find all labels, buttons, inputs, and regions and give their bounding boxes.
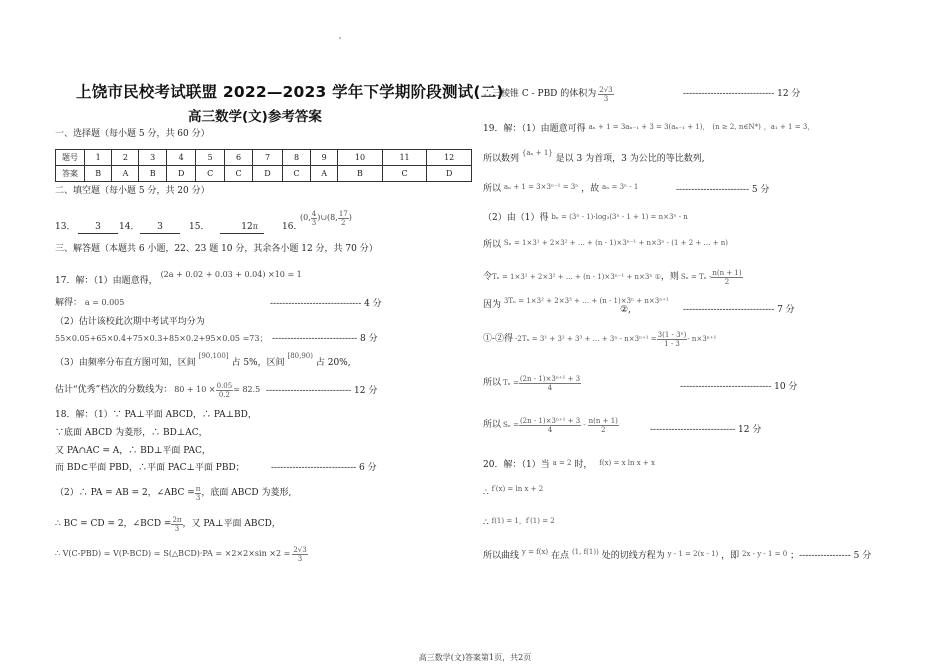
q20-text: ∴ (483, 518, 489, 528)
q17-result: a = 0.005 (84, 298, 125, 307)
q17-text: 估计“优秀”档次的分数线为： (55, 384, 173, 395)
q17-line-3: （2）估计该校此次期中考试平均分为 (55, 317, 205, 327)
q20-text: ∴ (483, 488, 489, 498)
q19-formula: Tₙ = 1×3¹ + 2×3² + … + (n - 1)×3ⁿ⁻¹ + n×3ⁿ ① (492, 272, 661, 281)
interval-open: (0, (300, 213, 311, 222)
score-marker: ；----------------- 5 分 (790, 551, 872, 561)
q20-formula: (1, f(1)) (571, 548, 599, 556)
document-title: 上饶市民校考试联盟 2022—2023 学年下学期阶段测试(二) (76, 83, 504, 101)
q19-formula: Sₙ = Tₙ - (680, 272, 712, 281)
q18-line-7 (55, 542, 308, 566)
page-footer: 高三数学(文)答案第1页，共2页 (418, 653, 532, 662)
fill-q14-label: 14． (119, 222, 140, 232)
q19-formula: Sₙ = 1×3¹ + 2×3² + … + (n - 1)×3ⁿ⁻¹ + n×3ⁿ - (1 + 2 + … + n) (503, 239, 729, 247)
fraction: $\frac{2√3}{3}$ (599, 85, 613, 103)
fraction: $\frac{0.05}{0.2}$ (216, 381, 233, 399)
score-marker: ---------------------------- 12 分 (266, 386, 378, 396)
interval-label: [80,90) (287, 352, 313, 360)
fill-q14-answer: 3 (140, 222, 180, 234)
q20-formula: f(1) = 1，f′(1) = 2 (491, 517, 555, 525)
fraction-17-2: $\frac{17}{2}$ (338, 209, 348, 227)
choice-answer-table (55, 149, 472, 182)
table-cell: 3 (139, 150, 166, 166)
q18-conclusion (483, 82, 614, 106)
q19-line-4 (483, 213, 688, 224)
q19-text: 所以数列 (483, 154, 520, 164)
scan-dot (339, 37, 341, 39)
q20-text: 处的切线方程为 (601, 551, 665, 561)
table-cell: D (253, 166, 283, 182)
table-header-cell: 答案 (56, 166, 85, 182)
fraction: $\frac{2\pi}{3}$ (172, 515, 182, 533)
table-cell: C (382, 166, 427, 182)
fraction-4-3: $\frac{4}{3}$ (311, 209, 317, 227)
q17-line-2 (55, 298, 124, 309)
fill-q15-number: 12 (241, 222, 253, 232)
fill-q15-label: 15． (189, 222, 210, 232)
score-marker: ---------------------------- 8 分 (272, 334, 378, 344)
fill-q13-answer: 3 (78, 222, 118, 234)
q17-formula: 80 + 10 × (174, 385, 216, 394)
q18-volume-formula: ∴ V(C-PBD) = V(P-BCD) = (55, 549, 161, 558)
q18-line-5 (55, 481, 291, 505)
fraction: $\frac{\pi}{3}$ (195, 484, 201, 502)
q20-line-1 (483, 460, 655, 471)
table-cell: 7 (253, 150, 283, 166)
fraction: $\frac{n(n + 1)}{2}$ (712, 268, 742, 286)
table-cell: C (224, 166, 252, 182)
q19-formula: - (583, 420, 586, 429)
q18-line-4: 而 BD⊂平面 PBD，∴平面 PAC⊥平面 PBD； (55, 463, 245, 473)
fraction: $\frac{\text{3(1 - 3ⁿ)}}{1 - 3}$ (657, 330, 687, 348)
q17-text: 17．解：（1）由题意得， (55, 276, 158, 286)
interval-close: ) (348, 213, 352, 222)
pi-symbol: π (252, 222, 258, 231)
q17-text: （3）由频率分布直方图可知，区间 (55, 358, 196, 368)
fill-q15-answer (220, 222, 264, 234)
fraction: $\frac{n(n + 1)}{2}$ (588, 416, 618, 434)
q19-formula: aₙ + 1 = 3aₙ₋₁ + 3 = 3(aₙ₋₁ + 1)， (588, 123, 710, 131)
q17-text: 占 5%，区间 (231, 358, 285, 368)
fill-q13-label: 13． (55, 222, 76, 232)
q17-formula: = 82.5 (233, 385, 261, 394)
q19-text: 所以 (483, 377, 502, 388)
table-cell: A (311, 166, 338, 182)
q17-line-5 (55, 352, 351, 369)
q19-line-1 (483, 124, 814, 135)
table-cell: B (85, 166, 112, 182)
q19-line-3 (483, 184, 638, 195)
q19-line-7 (483, 297, 669, 311)
q20-text: 所以曲线 (483, 551, 520, 561)
q20-text: ，即 (721, 551, 740, 561)
q19-text: 令 (483, 271, 493, 282)
table-cell: 10 (338, 150, 383, 166)
score-marker: ---------------------------- 12 分 (650, 425, 762, 435)
fraction: $\frac{\text{(2n - 1)×3ⁿ⁺¹ + 3}}{4}$ (519, 416, 581, 434)
q19-text: ，故 (581, 184, 600, 194)
section-fill-heading: 二、填空题（每小题 5 分，共 20 分） (55, 186, 210, 196)
q19-text: 所以 (483, 419, 502, 430)
q19-line-6 (483, 265, 743, 289)
table-cell: C (196, 166, 224, 182)
table-cell: B (139, 166, 166, 182)
table-row-answers (56, 166, 472, 182)
q19-line-5 (483, 240, 728, 251)
q17-text: 解得： (55, 298, 83, 308)
q19-formula: Sₙ = (503, 420, 519, 429)
table-cell: D (427, 166, 472, 182)
fill-q16-answer (300, 203, 352, 233)
q18-text: ∴三棱锥 C - PBD 的体积为 (483, 88, 597, 99)
q18-line-6 (55, 512, 281, 536)
q19-formula: Tₙ = (503, 378, 519, 387)
q17-equation: (2a + 0.02 + 0.03 + 0.04) ×10 = 1 (160, 270, 302, 279)
q20-formula: f′(x) = ln x + 2 (491, 485, 544, 493)
q18-line-3: 又 PA∩AC = A，∴ BD⊥平面 PAC， (55, 446, 211, 456)
q19-text: 因为 (483, 300, 502, 310)
q20-formula: 2x - y - 1 = 0 (742, 550, 788, 558)
q20-formula: y - 1 = 2(x - 1) (667, 550, 719, 558)
q19-text: 19．解：（1）由题意可得 (483, 124, 586, 134)
table-row-numbers (56, 150, 472, 166)
q20-formula: y = f(x) (521, 548, 549, 556)
q20-text: 在点 (551, 551, 570, 561)
fill-q16-label: 16． (282, 222, 303, 232)
score-marker: ------------------------------ 12 分 (683, 89, 801, 99)
q18-volume-formula: S(△BCD)·PA = ×2×2×sin ×2 = (163, 549, 291, 558)
section-solution-heading: 三、解答题（本题共 6 小题，22、23 题 10 分，其余各小题 12 分，共 70 分） (55, 244, 378, 254)
q18-line-1: 18．解：（1）∵ PA⊥平面 ABCD，∴ PA⊥BD， (55, 410, 257, 420)
table-cell: 11 (382, 150, 427, 166)
section-choice-heading: 一、选择题（每小题 5 分，共 60 分） (55, 129, 210, 139)
q19-line-9 (483, 370, 581, 396)
table-cell: A (112, 166, 139, 182)
q19-line-8 (483, 326, 716, 352)
interval-mid: )∪(8, (317, 213, 338, 222)
table-cell: 1 (85, 150, 112, 166)
q17-text: 占 20%, (315, 358, 351, 368)
q18-text: ∴ BC = CD = 2，∠BCD = (55, 518, 172, 529)
table-cell: 6 (224, 150, 252, 166)
q18-text: ，又 PA⊥平面 ABCD， (182, 518, 281, 529)
q19-line-10 (483, 412, 619, 438)
q20-line-2 (483, 485, 544, 499)
table-cell: 4 (166, 150, 196, 166)
q20-text: 时， (574, 460, 593, 470)
table-cell: 9 (311, 150, 338, 166)
q20-line-4 (483, 548, 872, 562)
table-cell: 5 (196, 150, 224, 166)
interval-label: [90,100] (198, 352, 229, 360)
table-cell: B (338, 166, 383, 182)
q17-line-4: 55×0.05+65×0.4+75×0.3+85×0.2+95×0.05 =73； (55, 334, 268, 343)
fraction: $\frac{\text{(2n - 1)×3ⁿ⁺¹ + 3}}{4}$ (519, 374, 581, 392)
q18-text: （2）∴ PA = AB = 2，∠ABC = (55, 487, 195, 498)
q19-formula: aₙ = 3ⁿ - 1 (602, 183, 639, 191)
q19-formula: bₙ = (3ⁿ - 1)·log₃(3ⁿ - 1 + 1) = n×3ⁿ - n (551, 213, 688, 221)
q17-line-6 (55, 378, 260, 402)
table-cell: 12 (427, 150, 472, 166)
table-cell: C (282, 166, 310, 182)
q20-text: 20．解：（1）当 (483, 460, 550, 470)
table-header-cell: 题号 (56, 150, 85, 166)
q19-line-7-tag: ②, (620, 305, 631, 315)
q18-text: ，底面 ABCD 为菱形, (201, 487, 292, 498)
q19-text: 所以 (483, 184, 502, 194)
q20-formula: a = 2 (552, 459, 572, 467)
q20-formula: f(x) = x ln x + x (599, 459, 655, 467)
q19-formula: - n×3ⁿ⁺¹ (687, 334, 717, 343)
q20-line-3 (483, 518, 555, 529)
q19-text: ①-②得 (483, 333, 514, 344)
q19-text: （2）由（1）得 (483, 213, 549, 223)
table-cell: 8 (282, 150, 310, 166)
table-cell: D (166, 166, 196, 182)
score-marker: ---------------------------- 6 分 (271, 463, 377, 473)
q19-formula: -2Tₙ = 3¹ + 3² + 3³ + … + 3ⁿ - n×3ⁿ⁺¹ = (515, 334, 657, 343)
document-subtitle: 高三数学(文)参考答案 (188, 109, 322, 125)
score-marker: ------------------------------ 10 分 (680, 382, 798, 392)
fraction: $\frac{2√3}{3}$ (293, 545, 307, 563)
q19-formula: {aₙ + 1} (521, 149, 553, 157)
q19-formula: (n ≥ 2, n∈N*) (712, 123, 761, 131)
q19-text: 是以 3 为首项，3 为公比的等比数列, (555, 154, 705, 164)
q19-formula: aₙ + 1 = 3×3ⁿ⁻¹ = 3ⁿ (503, 183, 579, 191)
q19-text: 所以 (483, 240, 502, 250)
score-marker: ------------------------------ 4 分 (270, 299, 382, 309)
q19-formula: ，a₁ + 1 = 3， (763, 123, 815, 131)
q19-line-2 (483, 149, 705, 165)
q19-text: ，则 (660, 271, 679, 282)
q18-line-2: ∵底面 ABCD 为菱形，∴ BD⊥AC， (55, 428, 208, 438)
q17-line-1 (55, 270, 302, 287)
score-marker: ------------------------------ 7 分 (683, 305, 795, 315)
table-cell: 2 (112, 150, 139, 166)
q19-formula: 3Tₙ = 1×3² + 2×3³ + … + (n - 1)×3ⁿ + n×3ⁿ⁺¹ (503, 297, 669, 305)
score-marker: ------------------------ 5 分 (676, 185, 770, 195)
